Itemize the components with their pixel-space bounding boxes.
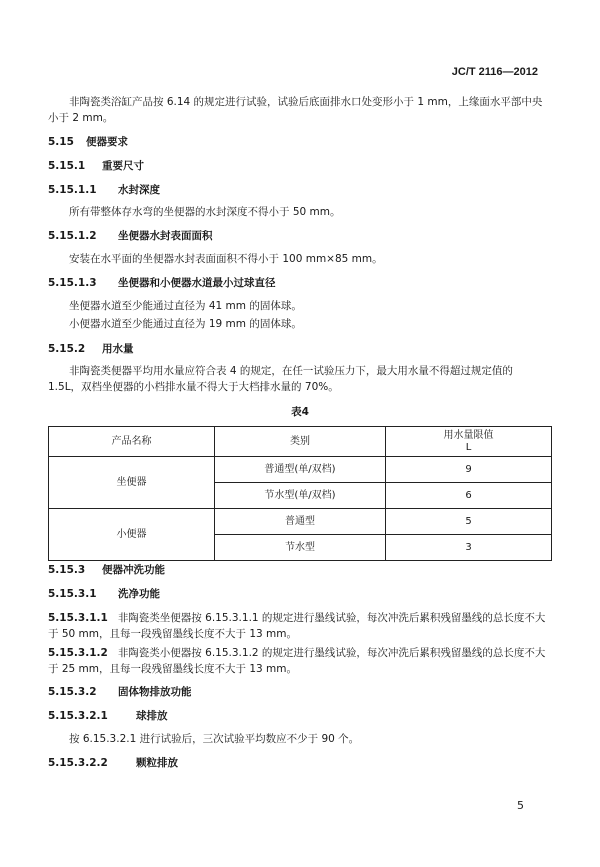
- heading-5-15-3: 5.15.3 便器冲洗功能: [48, 564, 165, 576]
- heading-5-15-3-2-2: 5.15.3.2.2 颗粒排放: [48, 757, 178, 769]
- value-cell: 5: [386, 509, 552, 535]
- text-5-15-1-3-b: 小便器水道至少能通过直径为 19 mm 的固体球。: [69, 318, 302, 330]
- page-number: 5: [517, 799, 524, 812]
- heading-5-15-1-2: 5.15.1.2 坐便器水封表面面积: [48, 230, 213, 242]
- standard-code: JC/T 2116—2012: [451, 66, 538, 78]
- header-category: 类别: [214, 427, 385, 457]
- product-cell: 小便器: [49, 509, 215, 561]
- product-cell: 坐便器: [49, 457, 215, 509]
- category-cell: 普通型: [214, 509, 385, 535]
- intro-paragraph: 非陶瓷类浴缸产品按 6.14 的规定进行试验，试验后底面排水口处变形小于 1 mm，上缘面水平部中央小于 2 mm。: [48, 96, 543, 125]
- heading-5-15-1-3: 5.15.1.3 坐便器和小便器水道最小过球直径: [48, 277, 276, 289]
- text-5-15-3-2-1: 按 6.15.3.2.1 进行试验后，三次试验平均数应不少于 90 个。: [69, 733, 360, 745]
- header-limit: 用水量限值 L: [386, 427, 552, 457]
- category-cell: 节水型: [214, 535, 385, 561]
- text-5-15-2: 非陶瓷类便器平均用水量应符合表 4 的规定，在任一试验压力下，最大用水量不得超过规定值的 1.5L，双档坐便器的小档排水量不得大于大档排水量的 70%。: [48, 365, 513, 394]
- value-cell: 3: [386, 535, 552, 561]
- header-product: 产品名称: [49, 427, 215, 457]
- heading-5-15-2: 5.15.2 用水量: [48, 343, 134, 355]
- text-5-15-1-2: 安装在水平面的坐便器水封表面面积不得小于 100 mm×85 mm。: [69, 253, 383, 265]
- category-cell: 节水型(单/双档): [214, 483, 385, 509]
- heading-5-15-3-2-1: 5.15.3.2.1 球排放: [48, 710, 168, 722]
- heading-5-15-3-1: 5.15.3.1 洗净功能: [48, 588, 160, 600]
- table-4: [48, 426, 552, 561]
- heading-5-15-1: 5.15.1 重要尺寸: [48, 160, 144, 172]
- category-cell: 普通型(单/双档): [214, 457, 385, 483]
- table-header-row: [49, 427, 552, 457]
- table-row: [49, 457, 552, 483]
- heading-5-15-1-1: 5.15.1.1 水封深度: [48, 184, 160, 196]
- text-5-15-3-1-1: 5.15.3.1.1 非陶瓷类坐便器按 6.15.3.1.1 的规定进行墨线试验，每次冲洗后累积残留墨线的总长度不大于 50 mm，且每一段残留墨线长度不大于 13 mm。: [48, 612, 546, 641]
- text-5-15-1-3-a: 坐便器水道至少能通过直径为 41 mm 的固体球。: [69, 300, 302, 312]
- text-5-15-3-1-2: 5.15.3.1.2 非陶瓷类小便器按 6.15.3.1.2 的规定进行墨线试验，每次冲洗后累积残留墨线的总长度不大于 25 mm，且每一段残留墨线长度不大于 13 mm。: [48, 647, 546, 676]
- text-5-15-1-1: 所有带整体存水弯的坐便器的水封深度不得小于 50 mm。: [69, 206, 341, 218]
- value-cell: 9: [386, 457, 552, 483]
- heading-5-15: 5.15 便器要求: [48, 136, 128, 148]
- table-row: [49, 509, 552, 535]
- table-4-caption: 表4: [291, 406, 309, 418]
- value-cell: 6: [386, 483, 552, 509]
- heading-5-15-3-2: 5.15.3.2 固体物排放功能: [48, 686, 192, 698]
